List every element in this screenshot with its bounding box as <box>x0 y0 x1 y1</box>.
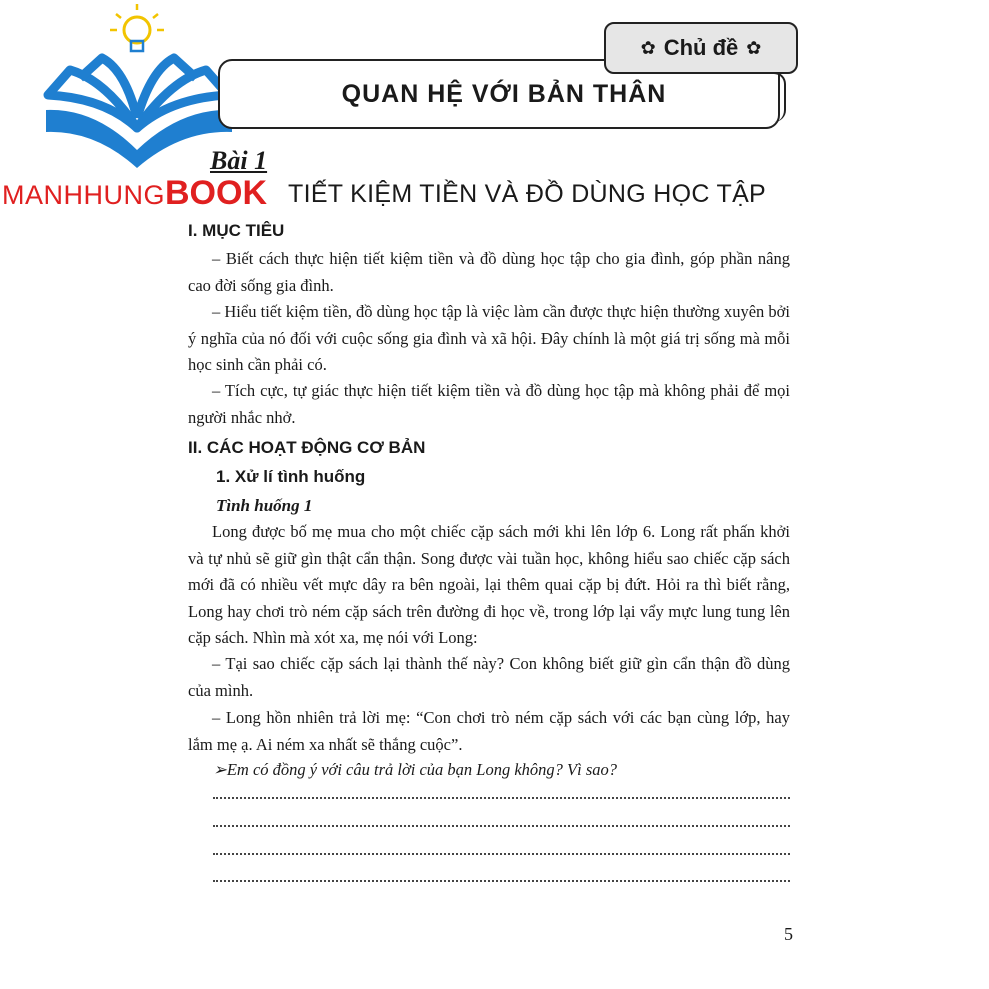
brand-name-part1: MANHHUNG <box>2 180 165 210</box>
brand-logo-text <box>2 176 267 210</box>
objective-paragraph: – Biết cách thực hiện tiết kiệm tiền và đồ dùng học tập cho gia đình, góp phần nâng cao đời sống gia đình. <box>188 249 790 295</box>
situation-paragraph: – Tại sao chiếc cặp sách lại thành thế này? Con không biết giữ gìn cẩn thận đồ dùng của mình. <box>188 654 790 700</box>
answer-line <box>213 825 790 827</box>
topic-title: QUAN HỆ VỚI BẢN THÂN <box>341 79 667 108</box>
objective-paragraph: – Tích cực, tự giác thực hiện tiết kiệm tiền và đồ dùng học tập mà không phải để mọi người nhắc nhở. <box>188 381 790 427</box>
situation-paragraph: Long được bố mẹ mua cho một chiếc cặp sách mới khi lên lớp 6. Long rất phấn khởi và tự nhủ sẽ giữ gìn thật cẩn thận. Song được vài tuần học, không hiểu sao chiếc cặp sách mới đã có nhiều vết mực dây ra bên ngoài, lại thêm quai cặp bị đứt. Hỏi ra thì biết rằng, Long hay chơi trò ném cặp sách trên đường đi học về, trong lớp lại vẩy mực lung tung lên cặp sách. Nhìn mà xót xa, mẹ nói với Long: <box>188 522 790 647</box>
flower-icon: ✿ <box>746 37 762 58</box>
lesson-title: TIẾT KIỆM TIỀN VÀ ĐỒ DÙNG HỌC TẬP <box>288 180 767 208</box>
brand-name-part2: BOOK <box>165 174 267 212</box>
lightbulb-icon <box>110 4 164 51</box>
lesson-number: Bài 1 <box>210 146 268 175</box>
objective-paragraph: – Hiểu tiết kiệm tiền, đồ dùng học tập là việc làm cần được thực hiện thường xuyên bởi ý nghĩa của nó đối với cuộc sống gia đình và xã hội. Đây chính là một giá trị sống mà mỗi học sinh cần phải có. <box>188 302 790 374</box>
answer-line <box>213 797 790 799</box>
subsection-heading: 1. Xử lí tình huống <box>216 467 366 486</box>
topic-box-shadow <box>770 72 786 122</box>
situation-paragraph: – Long hồn nhiên trả lời mẹ: “Con chơi trò ném cặp sách với các bạn cùng lớp, hay lắm mẹ ạ. Ai ném xa nhất sẽ thắng cuộc”. <box>188 708 790 754</box>
situation-label: Tình huống 1 <box>216 496 313 515</box>
section-heading-objectives: I. MỤC TIÊU <box>188 221 285 240</box>
topic-tab <box>604 22 798 74</box>
question-prompt: ➢Em có đồng ý với câu trả lời của bạn Long không? Vì sao? <box>213 760 618 779</box>
topic-tab-label: Chủ đề <box>663 35 739 60</box>
answer-line <box>213 880 790 882</box>
answer-line <box>213 853 790 855</box>
section-heading-activities: II. CÁC HOẠT ĐỘNG CƠ BẢN <box>188 438 426 457</box>
flower-icon: ✿ <box>640 37 656 58</box>
page-number: 5 <box>784 924 793 944</box>
